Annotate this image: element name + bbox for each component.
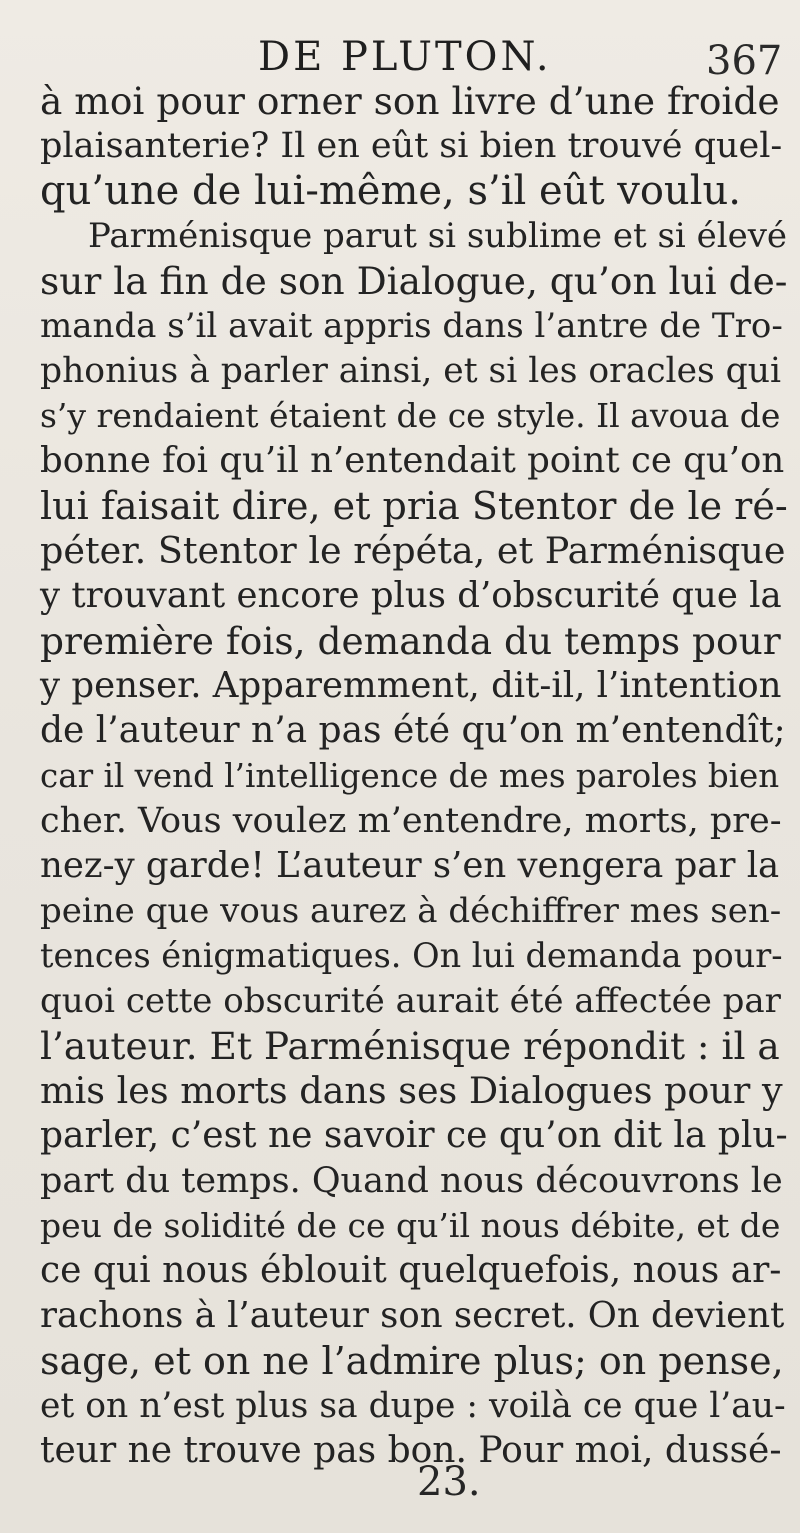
text-line: plaisanterie? Il en eût si bien trouvé quel- — [40, 126, 783, 166]
text-line: l’auteur. Et Parménisque répondit : il a — [40, 1024, 780, 1068]
text-line: rachons à l’auteur son secret. On devient — [40, 1295, 785, 1336]
text-line: peine que vous aurez à déchiffrer mes sen- — [40, 891, 782, 931]
signature-mark: 23. — [417, 1459, 481, 1505]
text-line: sur la fin de son Dialogue, qu’on lui de- — [40, 259, 788, 303]
text-line: y penser. Apparemment, dit-il, l’intention — [40, 665, 782, 706]
text-line: teur ne trouve pas bon. Pour moi, dussé- — [40, 1430, 782, 1471]
text-line: car il vend l’intelligence de mes paroles bien — [40, 757, 780, 795]
page-number: 367 — [706, 38, 783, 84]
text-line: tences énigmatiques. On lui demanda pour- — [40, 936, 783, 975]
text-line: lui faisait dire, et pria Stentor de le ré- — [40, 484, 788, 528]
text-line: part du temps. Quand nous découvrons le — [40, 1161, 783, 1201]
text-line: ce qui nous éblouit quelquefois, nous ar- — [40, 1250, 782, 1291]
text-line: cher. Vous voulez m’entendre, morts, pre- — [40, 801, 782, 841]
text-line: et on n’est plus sa dupe : voilà ce que l’au- — [40, 1386, 786, 1426]
text-line: s’y rendaient étaient de ce style. Il avoua de — [40, 396, 781, 435]
text-line: y trouvant encore plus d’obscurité que la — [40, 575, 782, 616]
text-line: à moi pour orner son livre d’une froide — [40, 79, 780, 123]
text-line: peu de solidité de ce qu’il nous débite, et de — [40, 1206, 781, 1245]
text-line: parler, c’est ne savoir ce qu’on dit la plu- — [40, 1115, 788, 1156]
text-line: qu’une de lui-même, s’il eût voulu. — [40, 168, 741, 214]
text-line: première fois, demanda du temps pour — [40, 619, 781, 663]
text-line: mis les morts dans ses Dialogues pour y — [40, 1069, 783, 1112]
text-line: manda s’il avait appris dans l’antre de Tro- — [40, 306, 783, 346]
text-line: quoi cette obscurité aurait été affectée par — [40, 981, 781, 1021]
text-line: bonne foi qu’il n’entendait point ce qu’on — [40, 440, 785, 481]
text-line: de l’auteur n’a pas été qu’on m’entendît; — [40, 710, 786, 751]
text-line: nez-y garde! L’auteur s’en vengera par la — [40, 845, 780, 886]
text-line: péter. Stentor le répéta, et Parménisque — [40, 529, 786, 572]
text-line: Parménisque parut si sublime et si élevé — [88, 216, 788, 256]
running-title: DE PLUTON. — [258, 34, 552, 80]
text-line: sage, et on ne l’admire plus; on pense, — [40, 1339, 784, 1383]
text-line: phonius à parler ainsi, et si les oracles qui — [40, 351, 781, 391]
